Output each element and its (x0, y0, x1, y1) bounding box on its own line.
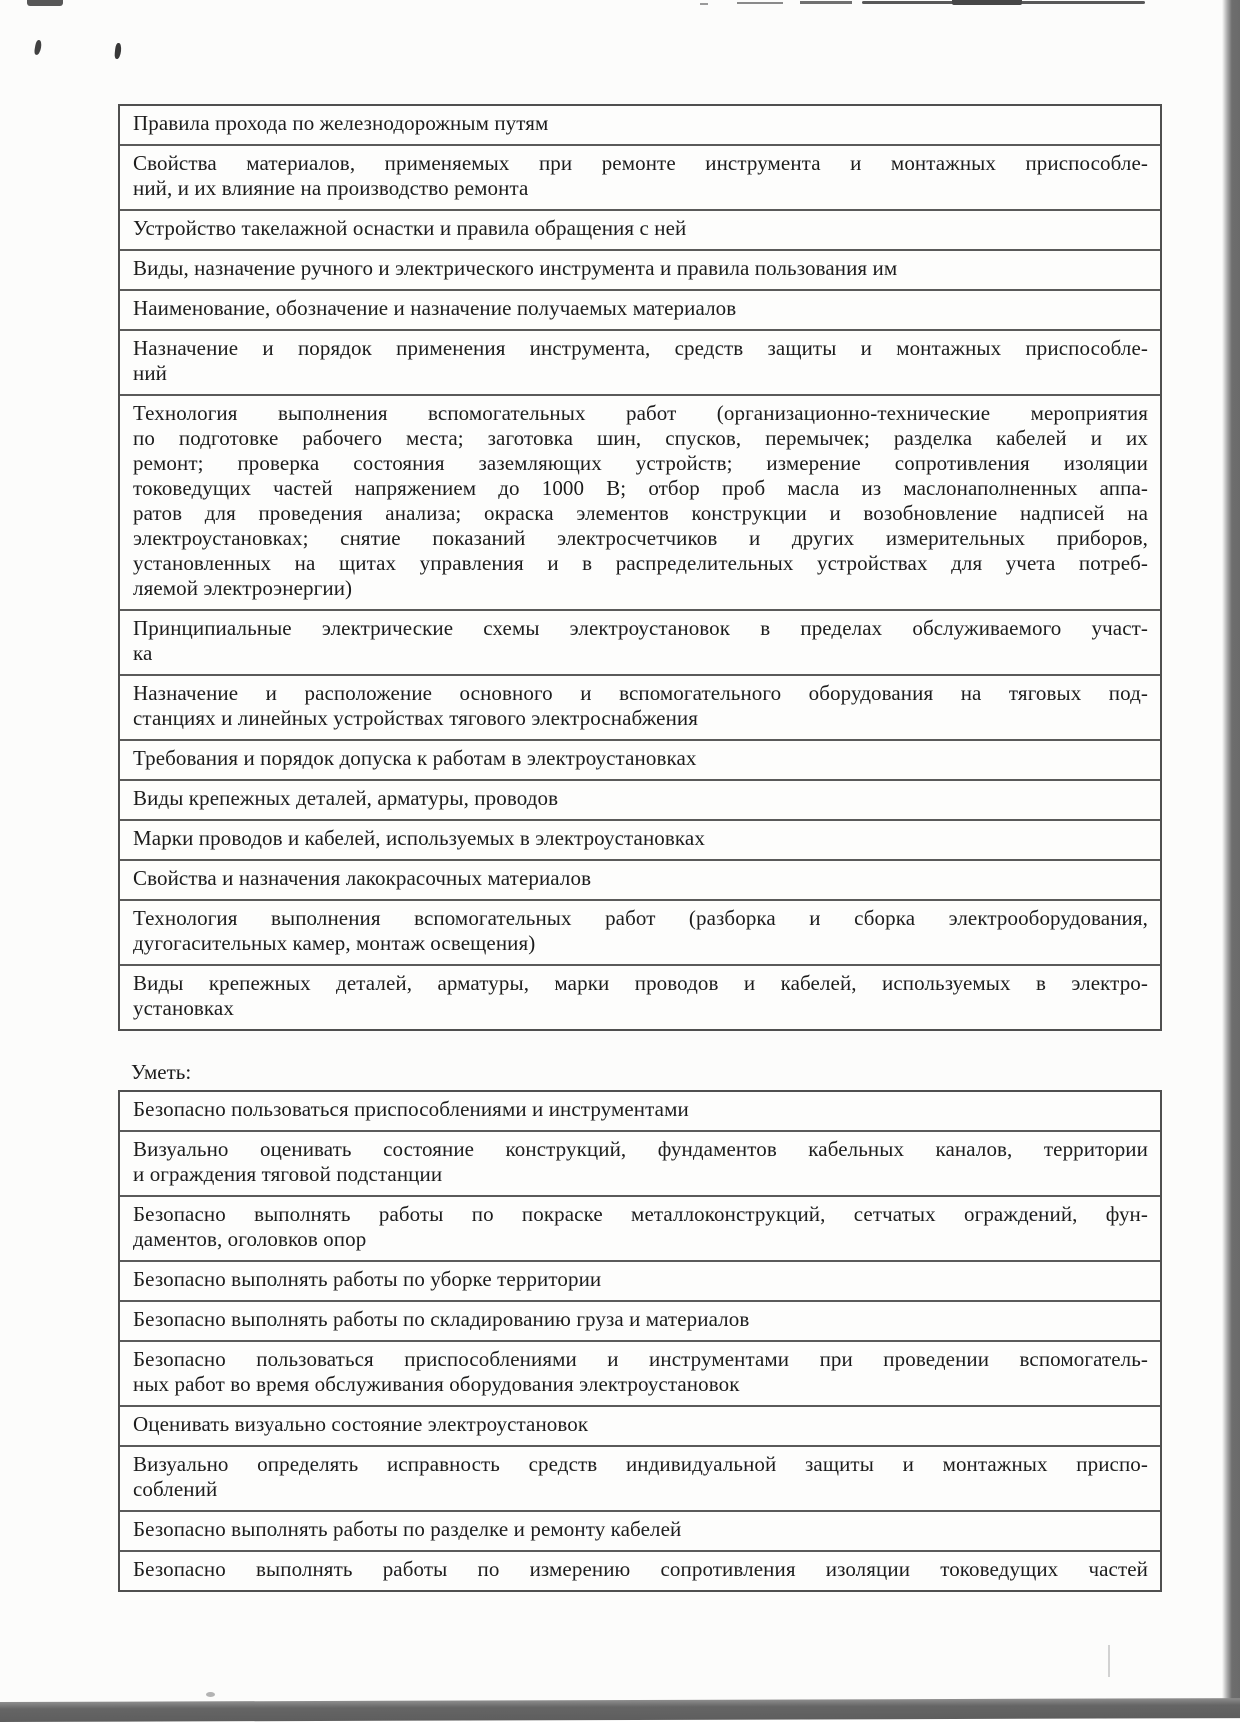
table-row (120, 1510, 1160, 1550)
table-row (120, 1092, 1160, 1130)
row-text-line: установленных на щитах управления и в распределительных устройствах для учета потреб- (133, 551, 1148, 575)
table-row (120, 739, 1160, 779)
table-row (120, 289, 1160, 329)
row-text-line: Безопасно выполнять работы по складированию груза и материалов (133, 1307, 750, 1331)
table-row (120, 1195, 1160, 1260)
row-text-line: даментов, оголовков опор (133, 1227, 367, 1251)
scan-edge-right-shadow (1222, 0, 1240, 1717)
table-row (120, 1550, 1160, 1590)
row-text-line: ляемой электроэнергии) (133, 576, 353, 600)
row-text-line: ний, и их влияние на производство ремонта (133, 176, 529, 200)
table-row (120, 1340, 1160, 1405)
row-text-line: Безопасно выполнять работы по уборке территории (133, 1267, 602, 1291)
row-text-line: Визуально оценивать состояние конструкций, фундаментов кабельных каналов, территории (133, 1137, 1148, 1161)
knowledge-table (118, 104, 1162, 1031)
table-row (120, 249, 1160, 289)
skills-table (118, 1090, 1162, 1592)
table-row (120, 209, 1160, 249)
row-text-line: Безопасно выполнять работы по измерению сопротивления изоляции токоведущих частей (133, 1557, 1148, 1581)
row-text-line: Свойства и назначения лакокрасочных материалов (133, 866, 592, 890)
scan-edge-bottom-bar (0, 1698, 1240, 1722)
table-row (120, 819, 1160, 859)
row-text-line: токоведущих частей напряжением до 1000 В; отбор проб масла из маслонаполненных аппа- (133, 476, 1148, 500)
table-row (120, 1260, 1160, 1300)
row-text-line: станциях и линейных устройствах тягового электроснабжения (133, 706, 699, 730)
row-text-line: Требования и порядок допуска к работам в электроустановках (133, 746, 697, 770)
table-row (120, 609, 1160, 674)
row-text-line: Назначение и расположение основного и вспомогательного оборудования на тяговых под- (133, 681, 1148, 705)
row-text-line: Виды, назначение ручного и электрического инструмента и правила пользования им (133, 256, 898, 280)
row-text-line: Свойства материалов, применяемых при ремонте инструмента и монтажных приспособле- (133, 151, 1148, 175)
scan-artifact-top-streak (800, 1, 852, 4)
table-row (120, 1445, 1160, 1510)
table-row (120, 394, 1160, 609)
row-text-line: Технология выполнения вспомогательных работ (организационно-технические мероприятия (133, 401, 1148, 425)
table-row (120, 1300, 1160, 1340)
row-text-line: дугогасительных камер, монтаж освещения) (133, 931, 536, 955)
row-text-line: по подготовке рабочего места; заготовка шин, спусков, перемычек; разделка кабелей и их (133, 426, 1148, 450)
row-text-line: соблений (133, 1477, 218, 1501)
row-text-line: Марки проводов и кабелей, используемых в электроустановках (133, 826, 705, 850)
row-text-line: Назначение и порядок применения инструмента, средств защиты и монтажных приспособле- (133, 336, 1148, 360)
row-text-line: Технология выполнения вспомогательных работ (разборка и сборка электрооборудования, (133, 906, 1148, 930)
table-row (120, 674, 1160, 739)
row-text-line: ний (133, 361, 168, 385)
section-label-umet: Уметь: (131, 1060, 192, 1084)
scan-artifact-top-streak (952, 0, 1022, 5)
table-row (120, 779, 1160, 819)
scan-artifact-speck (206, 1692, 215, 1697)
row-text-line: Устройство такелажной оснастки и правила обращения с ней (133, 216, 687, 240)
row-text-line: Виды крепежных деталей, арматуры, марки проводов и кабелей, используемых в электро- (133, 971, 1148, 995)
row-text-line: Оценивать визуально состояние электроустановок (133, 1412, 589, 1436)
row-text-line: Безопасно выполнять работы по разделке и ремонту кабелей (133, 1517, 682, 1541)
table-row (120, 106, 1160, 144)
scan-artifact-top-streak (737, 2, 783, 4)
row-text-line: электроустановках; снятие показаний электросчетчиков и других измерительных приборов, (133, 526, 1148, 550)
scan-artifact-ink-tick (114, 43, 122, 60)
row-text-line: ратов для проведения анализа; окраска элементов конструкции и возобновление надписей на (133, 501, 1148, 525)
table-row (120, 859, 1160, 899)
row-text-line: Безопасно пользоваться приспособлениями и инструментами при проведении вспомогатель- (133, 1347, 1148, 1371)
row-text-line: Виды крепежных деталей, арматуры, проводов (133, 786, 559, 810)
scan-artifact-ink-tick (34, 40, 43, 56)
row-text-line: Безопасно пользоваться приспособлениями и инструментами (133, 1097, 689, 1121)
scan-artifact-top-streak (700, 3, 708, 5)
row-text-line: установках (133, 996, 234, 1020)
table-row (120, 329, 1160, 394)
row-text-line: Принципиальные электрические схемы электроустановок в пределах обслуживаемого участ- (133, 616, 1148, 640)
table-row (120, 899, 1160, 964)
table-row (120, 964, 1160, 1029)
row-text-line: ремонт; проверка состояния заземляющих устройств; измерение сопротивления изоляции (133, 451, 1148, 475)
scan-artifact-top-left-blob (27, 0, 63, 6)
row-text-line: Наименование, обозначение и назначение получаемых материалов (133, 296, 737, 320)
scan-artifact-scratch (1108, 1645, 1110, 1677)
row-text-line: ка (133, 641, 153, 665)
row-text-line: и ограждения тяговой подстанции (133, 1162, 443, 1186)
row-text-line: Правила прохода по железнодорожным путям (133, 111, 549, 135)
table-row (120, 144, 1160, 209)
row-text-line: ных работ во время обслуживания оборудования электроустановок (133, 1372, 740, 1396)
table-row (120, 1405, 1160, 1445)
row-text-line: Безопасно выполнять работы по покраске металлоконструкций, сетчатых ограждений, фун- (133, 1202, 1148, 1226)
row-text-line: Визуально определять исправность средств индивидуальной защиты и монтажных приспо- (133, 1452, 1148, 1476)
table-row (120, 1130, 1160, 1195)
